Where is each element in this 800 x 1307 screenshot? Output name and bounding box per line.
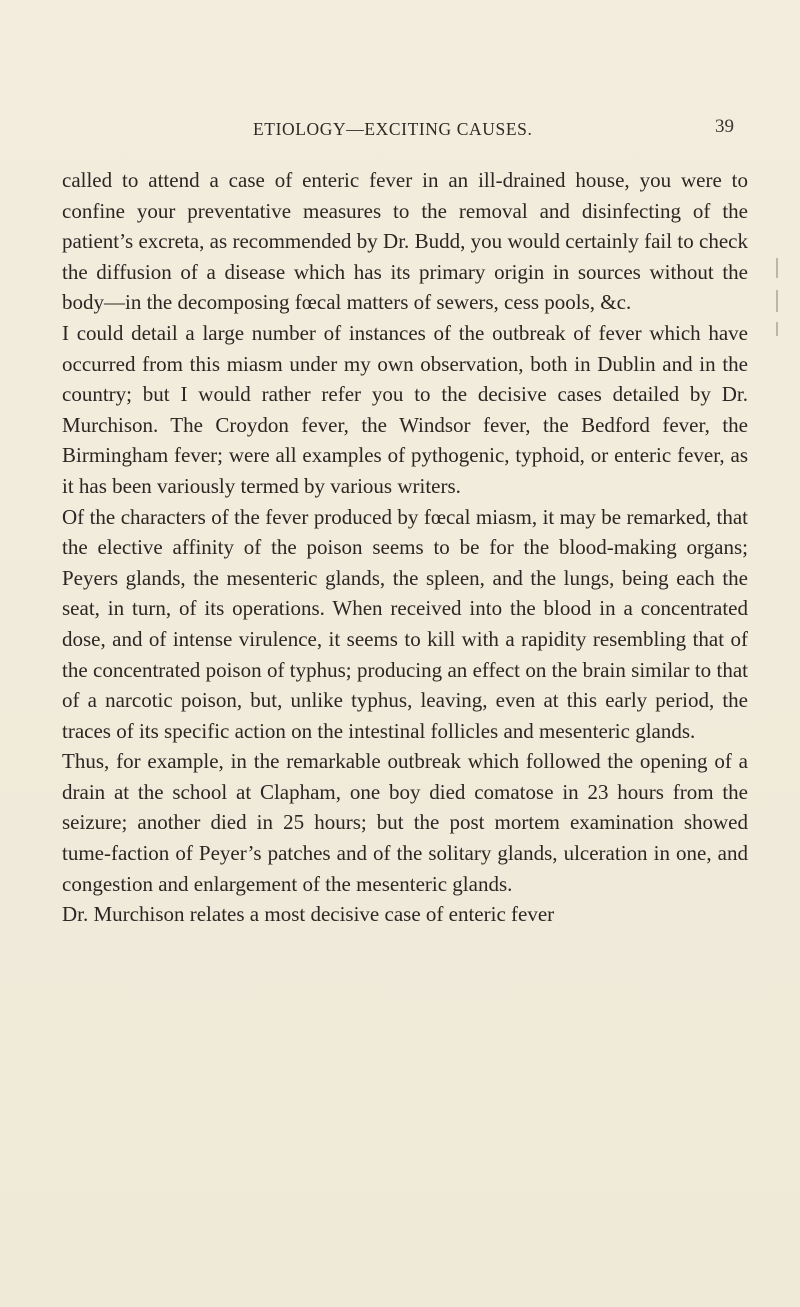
running-title: ETIOLOGY—EXCITING CAUSES. (253, 119, 533, 139)
page-edge-mark (776, 258, 778, 278)
body-text (62, 165, 748, 930)
running-head (0, 116, 800, 146)
paragraph: I could detail a large number of instances of the outbreak of fever which have occurred from this miasm under my own observation, both in Dublin and in the country; but I would rather refer you to the decisive cases detailed by Dr. Murchison. The Croydon fever, the Windsor fever, the Bedford fever, the Birmingham fever; were all examples of pythogenic, typhoid, or enteric fever, as it has been variously termed by various writers. (62, 320, 748, 498)
paragraph: Thus, for example, in the remarkable outbreak which followed the opening of a drain at the school at Clapham, one boy died comatose in 23 hours from the seizure; another died in 25 hours; but the post mortem examination showed tume-faction of Peyer’s patches and of the solitary glands, ulceration in one, and congestion and enlargement of the mesenteric glands. (62, 749, 748, 896)
paragraph: called to attend a case of enteric fever in an ill-drained house, you were to confine your preventative measures to the removal and disinfecting of the patient’s excreta, as recommended by Dr. Budd, you would certainly fail to check the diffusion of a disease which has its primary origin in sources without the body—in the decomposing fœcal matters of sewers, cess pools, &c. (62, 168, 748, 315)
page-edge-mark (776, 322, 778, 336)
page-edge-mark (776, 290, 778, 312)
paragraph: Of the characters of the fever produced by fœcal miasm, it may be remarked, that the elective affinity of the poison seems to be for the blood-making organs; Peyers glands, the mesenteric glands, the spleen, and the lungs, being each the seat, in turn, of its operations. When received into the blood in a concentrated dose, and of intense virulence, it seems to kill with a rapidity resembling that of the concentrated poison of typhus; producing an effect on the brain similar to that of a narcotic poison, but, unlike typhus, leaving, even at this early period, the traces of its specific action on the intestinal follicles and mesenteric glands. (62, 504, 748, 743)
paragraph: Dr. Murchison relates a most decisive case of enteric fever (62, 902, 555, 927)
page-number: 39 (715, 116, 734, 137)
